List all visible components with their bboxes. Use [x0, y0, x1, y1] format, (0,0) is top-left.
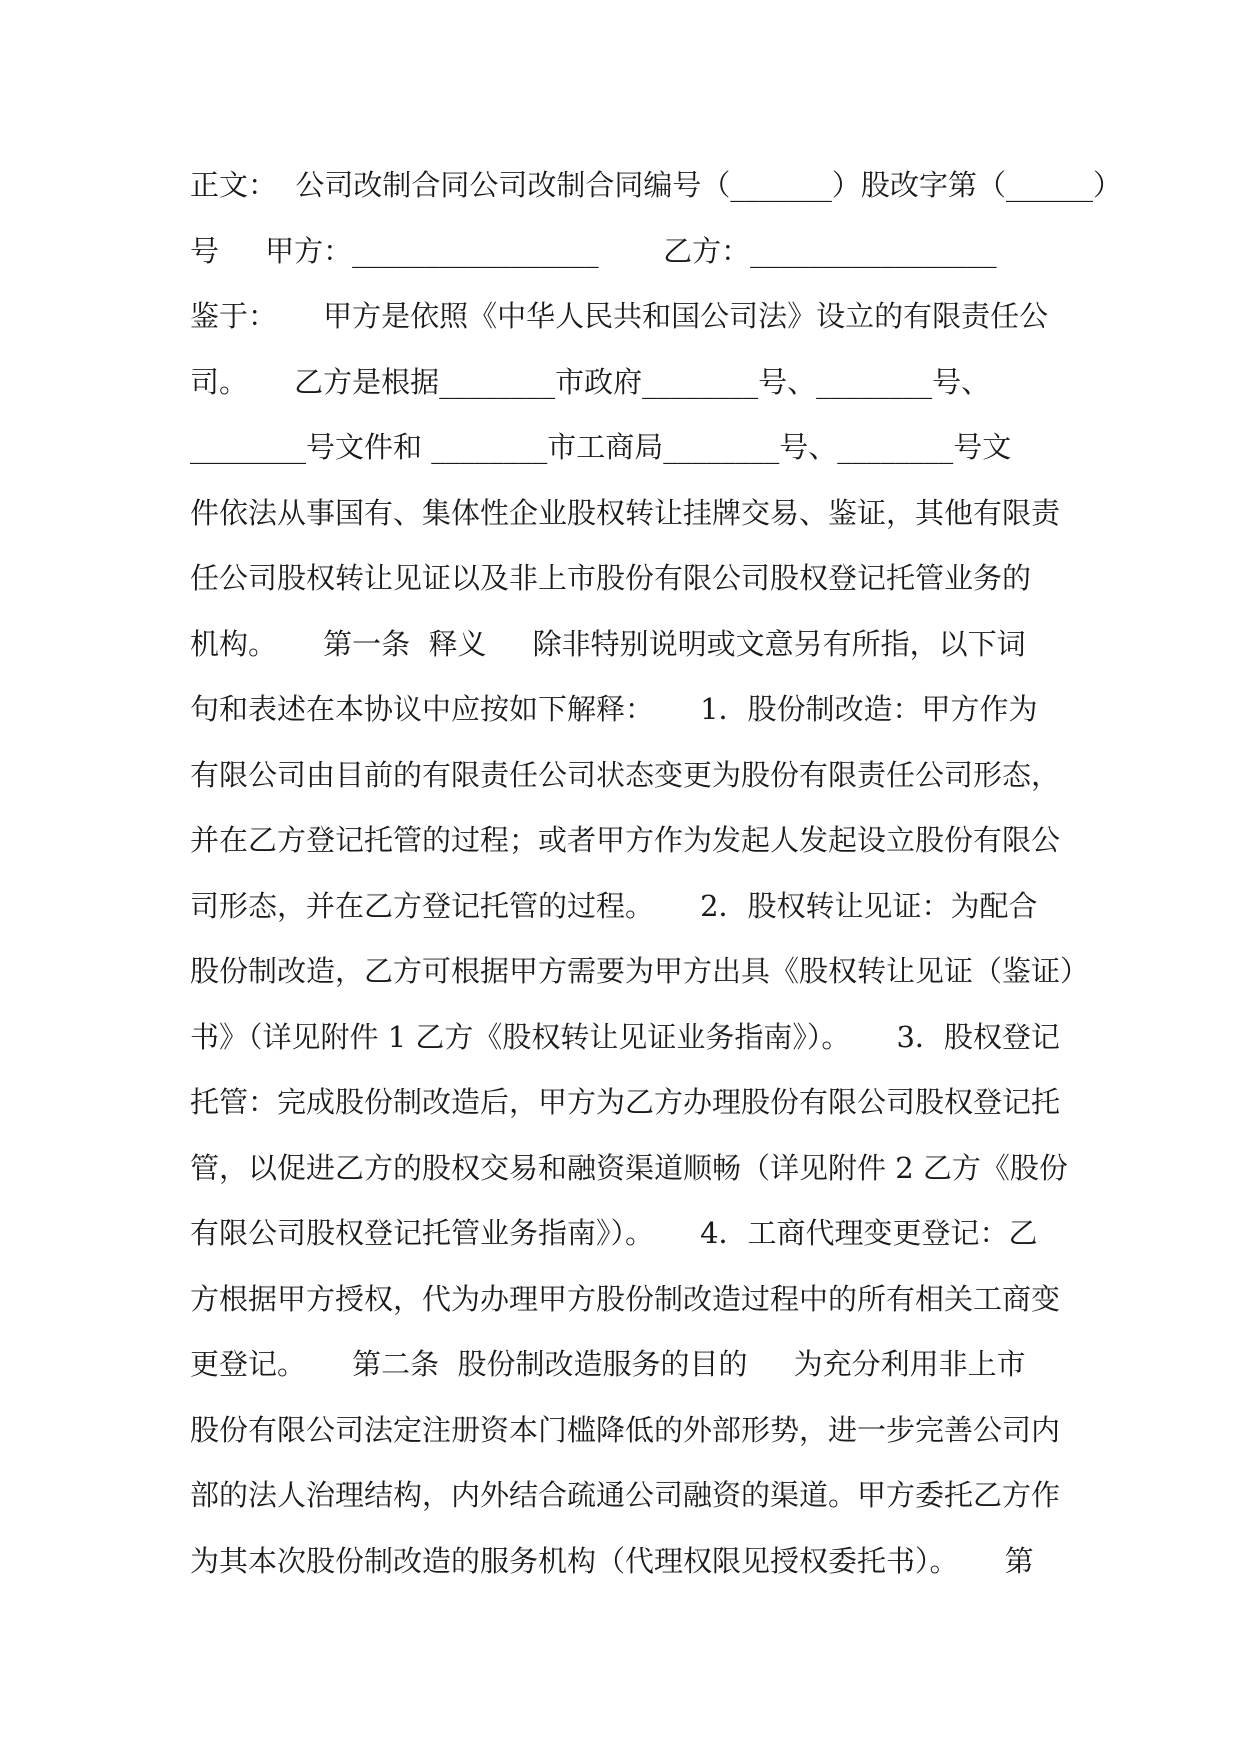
text-line-18: 方根据甲方授权，代为办理甲方股份制改造过程中的所有相关工商变 — [190, 1282, 1061, 1316]
text-line-12: 司形态，并在乙方登记托管的过程。 2．股权转让见证：为配合 — [190, 889, 1038, 923]
text-line-22: 为其本次股份制改造的服务机构（代理权限见授权委托书）。 第 — [190, 1544, 1034, 1578]
text-line-16: 管，以促进乙方的股权交易和融资渠道顺畅（详见附件 2 乙方《股份 — [190, 1151, 1068, 1185]
text-line-17: 有限公司股权登记托管业务指南》）。 4．工商代理变更登记：乙 — [190, 1216, 1038, 1250]
text-line-15: 托管：完成股份制改造后，甲方为乙方办理股份有限公司股权登记托 — [190, 1085, 1061, 1119]
text-line-19: 更登记。 第二条 股份制改造服务的目的 为充分利用非上市 — [190, 1347, 1026, 1381]
text-line-13: 股份制改造，乙方可根据甲方需要为甲方出具《股权转让见证（鉴证） — [190, 954, 1090, 988]
text-line-11: 并在乙方登记托管的过程；或者甲方作为发起人发起设立股份有限公 — [190, 823, 1061, 857]
text-line-7: 任公司股权转让见证以及非上市股份有限公司股权登记托管业务的 — [190, 561, 1032, 595]
text-line-1: 正文： 公司改制合同公司改制合同编号（_______）股改字第（______） — [190, 168, 1122, 202]
text-line-5: ________号文件和 ________市工商局________号、________号文 — [190, 430, 1012, 464]
text-line-20: 股份有限公司法定注册资本门槛降低的外部形势，进一步完善公司内 — [190, 1413, 1061, 1447]
text-line-6: 件依法从事国有、集体性企业股权转让挂牌交易、鉴证，其他有限责 — [190, 496, 1061, 530]
text-line-3: 鉴于： 甲方是依照《中华人民共和国公司法》设立的有限责任公 — [190, 299, 1049, 333]
text-line-21: 部的法人治理结构，内外结合疏通公司融资的渠道。甲方委托乙方作 — [190, 1478, 1061, 1512]
text-line-8: 机构。 第一条 释义 除非特别说明或文意另有所指，以下词 — [190, 627, 1026, 661]
text-line-10: 有限公司由目前的有限责任公司状态变更为股份有限责任公司形态， — [190, 758, 1061, 792]
text-line-2: 号 甲方：_________________ 乙方：_________________ — [190, 234, 997, 268]
text-line-14: 书》（详见附件 1 乙方《股权转让见证业务指南》）。 3．股权登记 — [190, 1020, 1060, 1054]
text-line-9: 句和表述在本协议中应按如下解释： 1．股份制改造：甲方作为 — [190, 692, 1038, 726]
text-line-4: 司。 乙方是根据________市政府________号、________号、 — [190, 365, 991, 399]
